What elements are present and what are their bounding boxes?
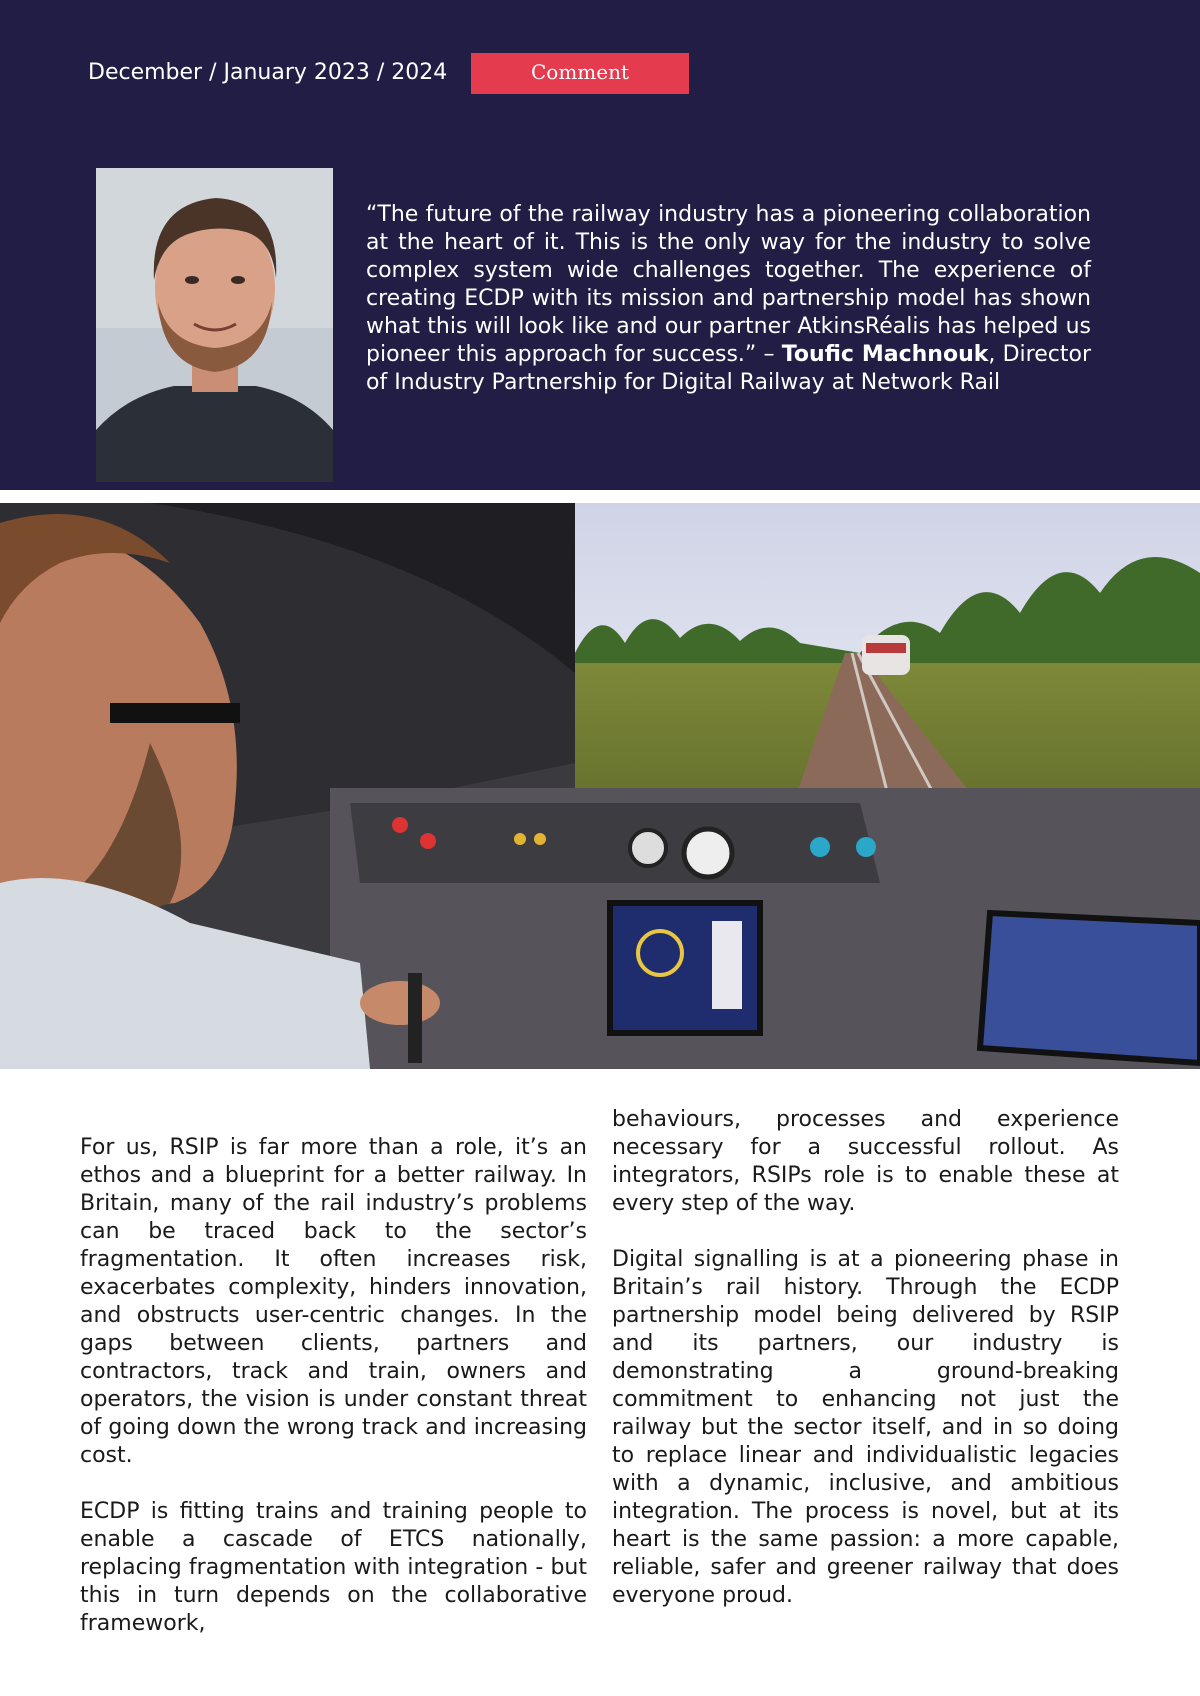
article-paragraph: Digital signalling is at a pioneering phase in Britain’s rail history. Through the ECDP partnership model being delivered by RSIP and its partners, our industry is demonstrating a ground-breaking commitment to enhancing not just the railway but the sector itself, and in so doing to replace linear and individualistic legacies with a dynamic, inclusive, and ambitious integration. The process is novel, but at its heart is the same passion: a more capable, reliable, safer and greener railway that does everyone proud. xyxy=(612,1247,1119,1608)
article-paragraph: ECDP is fitting trains and training people to enable a cascade of ETCS nationally, replacing fragmentation with integration - but this in turn depends on the collaborative framework, xyxy=(80,1499,587,1636)
issue-date: December / January 2023 / 2024 xyxy=(88,60,448,85)
quote-speaker-role: , Director of Industry Partnership for Digital Railway at Network Rail xyxy=(366,342,1091,395)
speaker-portrait xyxy=(96,168,333,482)
article-paragraph: behaviours, processes and experience necessary for a successful rollout. As integrators, RSIPs role is to enable these at every step of the way. xyxy=(612,1107,1119,1216)
pull-quote xyxy=(366,201,1091,397)
article-left-column xyxy=(80,1134,587,1666)
quote-text: “The future of the railway industry has a pioneering collaboration at the heart of it. This is the only way for the industry to solve complex system wide challenges together. The experience of creating ECDP with its mission and partnership model has shown what this will look like and our partner AtkinsRéalis has helped us pioneer this approach for success.” – xyxy=(366,202,1091,367)
quote-speaker: Toufic Machnouk xyxy=(781,342,989,367)
section-tag: Comment xyxy=(471,53,689,94)
header-band xyxy=(0,0,1200,490)
article-right-column xyxy=(612,1106,1119,1638)
train-simulator-photo xyxy=(0,503,1200,1069)
article-paragraph: For us, RSIP is far more than a role, it’s an ethos and a blueprint for a better railway. In Britain, many of the rail industry’s problems can be traced back to the sector’s fragmentation. It often increases risk, exacerbates complexity, hinders innovation, and obstructs user-centric changes. In the gaps between clients, partners and contractors, track and train, owners and operators, the vision is under constant threat of going down the wrong track and increasing cost. xyxy=(80,1135,587,1468)
